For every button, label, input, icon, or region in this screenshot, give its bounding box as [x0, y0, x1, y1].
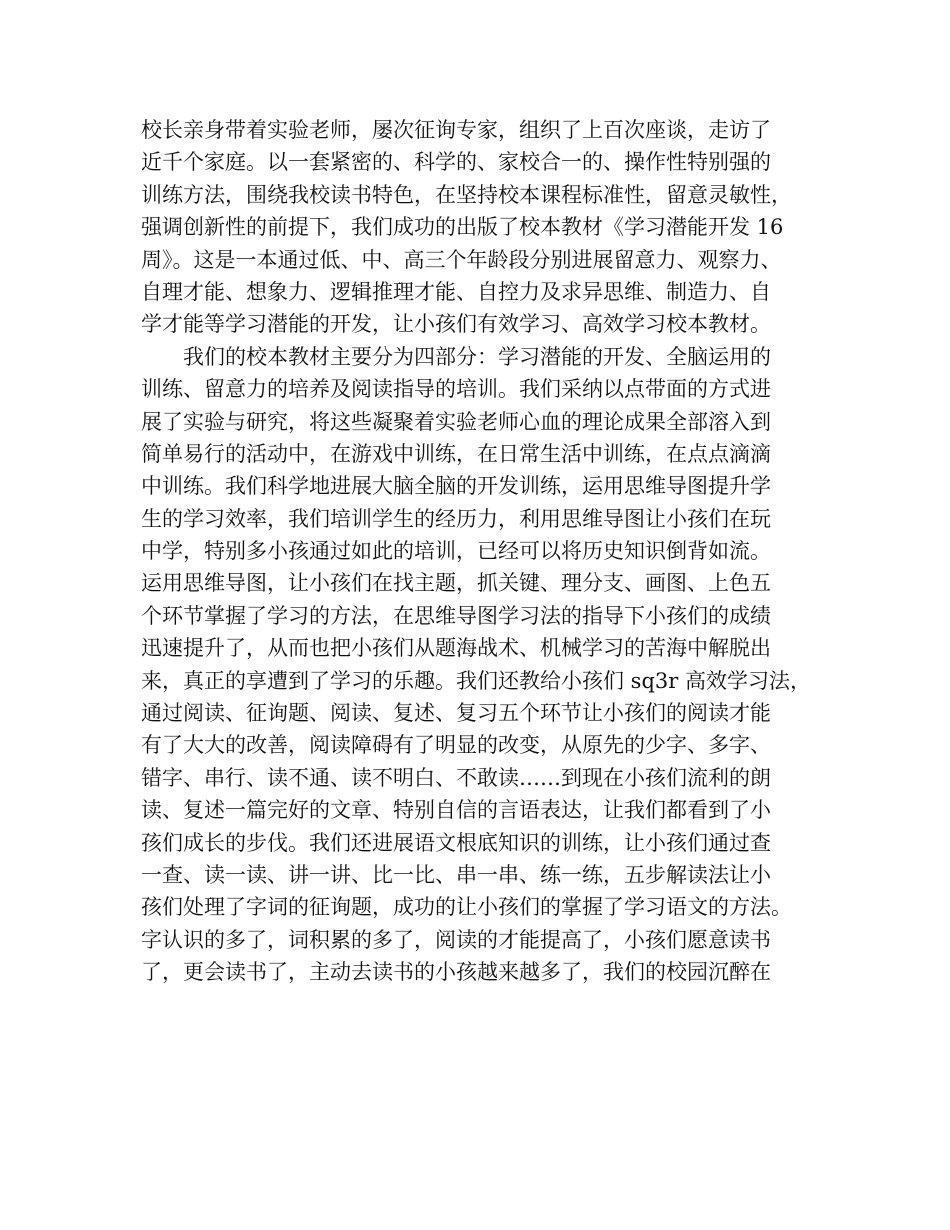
text-line: 有了大大的改善，阅读障碍有了明显的改变，从原先的少字、多字、 — [141, 733, 771, 758]
text-line: 来，真正的享遭到了学习的乐趣。我们还教给小孩们 sq3r 高效学习法， — [141, 668, 811, 693]
paragraph-first-line: 我们的校本教材主要分为四部分：学习潜能的开发、全脑运用的 — [183, 344, 771, 369]
text-line: 周》。这是一本通过低、中、高三个年龄段分别进展留意力、观察力、 — [141, 247, 782, 272]
text-line: 学才能等学习潜能的开发，让小孩们有效学习、高效学习校本教材。 — [141, 312, 771, 337]
text-line: 展了实验与研究，将这些凝聚着实验老师心血的理论成果全部溶入到 — [141, 409, 771, 434]
body-text — [141, 114, 841, 989]
text-line: 迅速提升了，从而也把小孩们从题海战术、机械学习的苦海中解脱出 — [141, 636, 771, 661]
text-line: 简单易行的活动中，在游戏中训练，在日常生活中训练，在点点滴滴 — [141, 441, 771, 466]
text-line: 通过阅读、征询题、阅读、复述、复习五个环节让小孩们的阅读才能 — [141, 701, 771, 726]
text-line: 一查、读一读、讲一讲、比一比、串一串、练一练，五步解读法让小 — [141, 862, 771, 887]
text-line: 字认识的多了，词积累的多了，阅读的才能提高了，小孩们愿意读书 — [141, 927, 771, 952]
text-line: 强调创新性的前提下，我们成功的出版了校本教材《学习潜能开发 16 — [141, 215, 784, 240]
text-line: 读、复述一篇完好的文章、特别自信的言语表达，让我们都看到了小 — [141, 798, 771, 823]
text-line: 训练方法，围绕我校读书特色，在坚持校本课程标准性，留意灵敏性， — [141, 182, 792, 207]
text-line: 近千个家庭。以一套紧密的、科学的、家校合一的、操作性特别强的 — [141, 150, 771, 175]
text-line: 训练、留意力的培养及阅读指导的培训。我们采纳以点带面的方式进 — [141, 377, 771, 402]
text-line: 生的学习效率，我们培训学生的经历力，利用思维导图让小孩们在玩 — [141, 506, 771, 531]
text-line: 孩们成长的步伐。我们还进展语文根底知识的训练，让小孩们通过查 — [141, 830, 771, 855]
text-line: 自理才能、想象力、逻辑推理才能、自控力及求异思维、制造力、自 — [141, 279, 771, 304]
text-line: 了，更会读书了，主动去读书的小孩越来越多了，我们的校园沉醉在 — [141, 960, 771, 985]
text-line: 孩们处理了字词的征询题，成功的让小孩们的掌握了学习语文的方法。 — [141, 895, 792, 920]
text-line: 校长亲身带着实验老师，屡次征询专家，组织了上百次座谈，走访了 — [141, 118, 771, 142]
text-line: 运用思维导图，让小孩们在找主题，抓关键、理分支、画图、上色五 — [141, 571, 771, 596]
text-line: 个环节掌握了学习的方法，在思维导图学习法的指导下小孩们的成绩 — [141, 603, 771, 628]
text-line: 错字、串行、读不通、读不明白、不敢读……到现在小孩们流利的朗 — [141, 765, 771, 790]
text-line: 中训练。我们科学地进展大脑全脑的开发训练，运用思维导图提升学 — [141, 474, 771, 499]
text-line: 中学，特别多小孩通过如此的培训，已经可以将历史知识倒背如流。 — [141, 539, 771, 564]
